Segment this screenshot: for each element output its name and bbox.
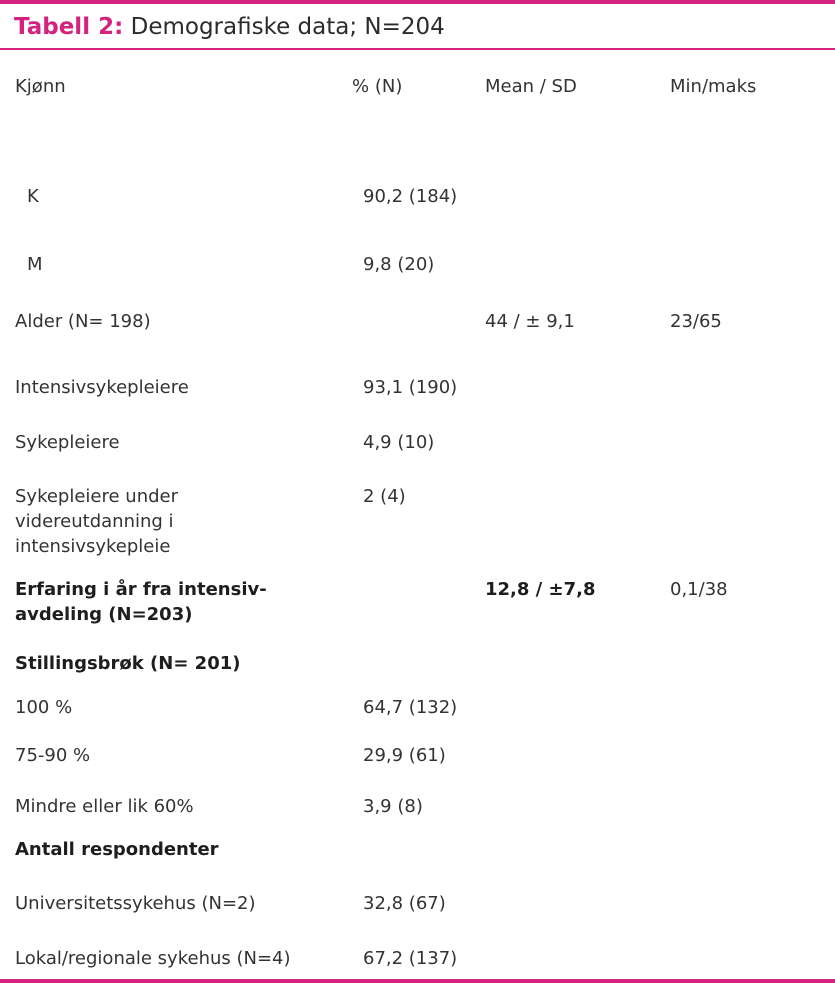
title-rule [0, 48, 835, 50]
row-label-experience-line1: Erfaring i år fra intensiv- [15, 579, 267, 600]
table-caption [0, 4, 835, 48]
header-min-max: Min/maks [670, 76, 757, 97]
section-heading-respondents: Antall respondenter [15, 839, 219, 860]
table-number: Tabell 2: [14, 14, 124, 40]
row-pct-local-regional-hospital: 67,2 (137) [363, 948, 458, 969]
row-pct-position-75-90: 29,9 (61) [363, 745, 446, 766]
row-pct-m: 9,8 (20) [363, 254, 435, 275]
row-pct-nurses: 4,9 (10) [363, 432, 435, 453]
bottom-rule [0, 979, 835, 983]
row-label-position-100: 100 % [15, 697, 73, 718]
row-label-university-hospital: Universitetssykehus (N=2) [15, 893, 256, 914]
header-gender: Kjønn [15, 76, 66, 97]
row-label-nurses-in-training-line2: videreutdanning i [15, 511, 174, 532]
row-minmax-age: 23/65 [670, 311, 722, 332]
row-mean-experience: 12,8 / ±7,8 [485, 579, 596, 600]
row-pct-nurses-in-training: 2 (4) [363, 486, 406, 507]
row-pct-position-60: 3,9 (8) [363, 796, 423, 817]
section-heading-position: Stillingsbrøk (N= 201) [15, 653, 241, 674]
row-mean-age: 44 / ± 9,1 [485, 311, 575, 332]
table-title: Demografiske data; N=204 [130, 14, 445, 40]
row-pct-position-100: 64,7 (132) [363, 697, 458, 718]
header-mean-sd: Mean / SD [485, 76, 577, 97]
row-label-position-60: Mindre eller lik 60% [15, 796, 194, 817]
row-label-nurses-in-training-line3: intensivsykepleie [15, 536, 171, 557]
row-label-nurses-in-training-line1: Sykepleiere under [15, 486, 179, 507]
row-label-k: K [27, 186, 39, 207]
row-minmax-experience: 0,1/38 [670, 579, 728, 600]
row-label-intensive-nurses: Intensivsykepleiere [15, 377, 189, 398]
row-label-local-regional-hospital: Lokal/regionale sykehus (N=4) [15, 948, 291, 969]
row-pct-university-hospital: 32,8 (67) [363, 893, 446, 914]
header-percent: % (N) [352, 76, 403, 97]
row-label-m: M [27, 254, 43, 275]
row-label-experience-line2: avdeling (N=203) [15, 604, 193, 625]
row-pct-intensive-nurses: 93,1 (190) [363, 377, 458, 398]
row-label-position-75-90: 75-90 % [15, 745, 91, 766]
row-label-age: Alder (N= 198) [15, 311, 151, 332]
row-pct-k: 90,2 (184) [363, 186, 458, 207]
row-label-nurses: Sykepleiere [15, 432, 120, 453]
